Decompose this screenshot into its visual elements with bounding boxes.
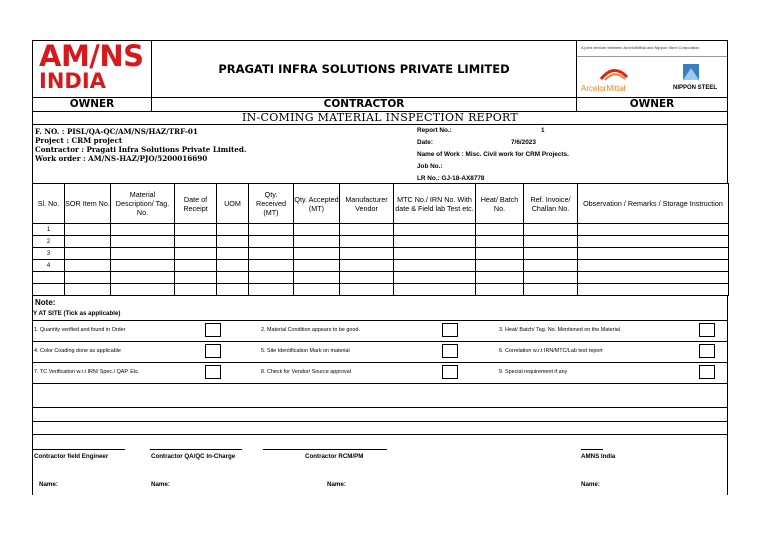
signature-line-2	[150, 449, 242, 450]
col-qty-received: Qty. Received (MT)	[249, 184, 294, 224]
table-cell[interactable]	[175, 284, 217, 296]
partner-logos	[576, 41, 727, 97]
check-box-1[interactable]	[205, 323, 221, 337]
date-label: Date:	[417, 139, 433, 146]
table-cell[interactable]	[65, 248, 111, 260]
table-row	[33, 272, 729, 284]
material-table	[32, 183, 729, 296]
table-cell[interactable]	[249, 248, 294, 260]
table-cell[interactable]	[65, 272, 111, 284]
signature-label-field-engineer: Contractor field Engineer	[34, 453, 109, 460]
owner-left-label: OWNER	[33, 98, 152, 111]
table-cell[interactable]	[578, 248, 729, 260]
table-cell[interactable]	[294, 248, 340, 260]
arcelormittal-logo-icon	[599, 65, 629, 81]
table-cell[interactable]	[111, 260, 175, 272]
check-box-3[interactable]	[699, 323, 715, 337]
name-label-1: Name:	[39, 481, 58, 488]
table-cell[interactable]	[578, 224, 729, 236]
check-item-5: 5. Site Identification Mark on material	[261, 348, 350, 354]
table-cell[interactable]	[524, 284, 578, 296]
owner-right-label: OWNER	[576, 98, 727, 111]
table-cell[interactable]	[249, 224, 294, 236]
name-of-work: Name of Work : Misc. Civil work for CRM Projects.	[417, 151, 569, 158]
blank-row-3	[33, 421, 727, 434]
row-sl-no: 1	[33, 224, 65, 236]
table-cell[interactable]	[524, 260, 578, 272]
col-sor-item: SOR Item No.	[65, 184, 111, 224]
table-cell[interactable]	[111, 284, 175, 296]
table-cell[interactable]	[340, 260, 394, 272]
table-cell[interactable]	[476, 224, 524, 236]
table-cell[interactable]	[111, 236, 175, 248]
table-cell[interactable]	[578, 284, 729, 296]
table-cell[interactable]	[578, 260, 729, 272]
table-cell[interactable]	[394, 224, 476, 236]
job-number: Job No.:	[417, 163, 443, 170]
table-cell[interactable]	[476, 260, 524, 272]
table-cell[interactable]	[394, 236, 476, 248]
table-cell[interactable]	[340, 224, 394, 236]
check-box-4[interactable]	[205, 344, 221, 358]
table-cell[interactable]	[476, 236, 524, 248]
checklist-row-3	[33, 362, 727, 383]
name-label-4: Name:	[581, 481, 600, 488]
row-sl-no: 3	[33, 248, 65, 260]
table-cell[interactable]	[294, 236, 340, 248]
lower-section	[32, 296, 728, 495]
inspection-report-sheet	[32, 40, 728, 495]
col-manufacturer: Manufacturer Vendor	[340, 184, 394, 224]
table-cell[interactable]	[578, 236, 729, 248]
col-uom: UOM	[217, 184, 249, 224]
col-observation: Observation / Remarks / Storage Instruction	[578, 184, 729, 224]
table-cell[interactable]	[175, 224, 217, 236]
format-number: F. NO. : PISL/QA-QC/AM/NS/HAZ/TRF-01	[35, 127, 198, 136]
table-cell[interactable]	[111, 272, 175, 284]
table-cell[interactable]	[524, 224, 578, 236]
table-cell[interactable]	[249, 236, 294, 248]
name-label-3: Name:	[327, 481, 346, 488]
table-cell[interactable]	[394, 284, 476, 296]
arcelormittal-label: ArcelorMittal	[581, 84, 626, 93]
table-cell[interactable]	[249, 284, 294, 296]
table-cell[interactable]	[294, 284, 340, 296]
nippon-steel-logo-icon	[683, 64, 699, 80]
row-sl-no: 4	[33, 260, 65, 272]
table-cell[interactable]	[175, 260, 217, 272]
check-item-4: 4. Color Coading done as applicable	[34, 348, 121, 354]
col-material-description: Material Description/ Tag. No.	[111, 184, 175, 224]
col-heat-batch: Heat/ Batch No.	[476, 184, 524, 224]
report-no-value: 1	[541, 127, 545, 134]
date-value: 7/6/2023	[511, 139, 536, 146]
name-label-2: Name:	[151, 481, 170, 488]
table-cell[interactable]	[524, 236, 578, 248]
check-item-2: 2. Material Condition appears to be good.	[261, 327, 360, 333]
table-cell[interactable]	[294, 260, 340, 272]
table-cell[interactable]	[340, 236, 394, 248]
table-cell[interactable]	[249, 260, 294, 272]
check-item-8: 8. Check for Vendor/ Source approval	[261, 369, 351, 375]
signature-line-4	[581, 449, 603, 450]
col-invoice: Ref. Invoice/ Challan No.	[524, 184, 578, 224]
report-no-label: Report No.:	[417, 127, 452, 134]
lr-number: LR No.: GJ-18-AX8778	[417, 175, 485, 182]
check-item-9: 9. Special requirement if any	[499, 369, 568, 375]
contractor-name: Contractor : Pragati Infra Solutions Private Limited.	[35, 145, 247, 154]
blank-row-1	[33, 383, 727, 407]
signature-label-rcm-pm: Contractor RCM/PM	[305, 453, 364, 460]
check-box-7[interactable]	[205, 365, 221, 379]
table-cell[interactable]	[217, 272, 249, 284]
col-mtc-irn: MTC No./ IRN No. With date & Field lab Test etc.	[394, 184, 476, 224]
table-cell[interactable]	[294, 272, 340, 284]
table-row	[33, 236, 729, 248]
table-cell[interactable]	[394, 260, 476, 272]
blank-row-2	[33, 407, 727, 421]
check-box-8[interactable]	[442, 365, 458, 379]
checklist-row-1	[33, 320, 727, 341]
report-info	[32, 125, 728, 183]
col-date-of-receipt: Date of Receipt	[175, 184, 217, 224]
table-cell[interactable]	[524, 248, 578, 260]
party-row	[32, 98, 728, 112]
table-cell[interactable]	[65, 284, 111, 296]
row-sl-no	[33, 284, 65, 296]
amns-logo	[33, 41, 152, 97]
table-cell[interactable]	[65, 236, 111, 248]
check-item-7: 7. TC Verification w.r.t IRN/ Spec./ QAP. Etc.	[34, 369, 140, 375]
table-cell[interactable]	[476, 284, 524, 296]
table-row	[33, 224, 729, 236]
company-name: PRAGATI INFRA SOLUTIONS PRIVATE LIMITED	[218, 62, 510, 76]
check-box-2[interactable]	[442, 323, 458, 337]
table-cell[interactable]	[65, 224, 111, 236]
contractor-label: CONTRACTOR	[323, 98, 405, 110]
table-cell[interactable]	[578, 272, 729, 284]
table-cell[interactable]	[217, 260, 249, 272]
table-cell[interactable]	[111, 224, 175, 236]
checklist-row-2	[33, 341, 727, 362]
table-row	[33, 260, 729, 272]
table-cell[interactable]	[524, 272, 578, 284]
table-cell[interactable]	[394, 248, 476, 260]
check-box-5[interactable]	[442, 344, 458, 358]
partner-divider	[577, 56, 727, 57]
table-cell[interactable]	[476, 248, 524, 260]
signature-label-amns: AMNS India	[581, 453, 616, 460]
check-item-6: 6. Correlation w.r.t IRN/MTC/Lab test report	[499, 348, 603, 354]
check-box-6[interactable]	[699, 344, 715, 358]
table-cell[interactable]	[217, 284, 249, 296]
amns-logo-india: INDIA	[39, 69, 106, 93]
row-sl-no	[33, 272, 65, 284]
table-cell[interactable]	[476, 272, 524, 284]
col-sl-no: Sl. No.	[33, 184, 65, 224]
col-qty-accepted: Qty. Accepted (MT)	[294, 184, 340, 224]
work-order: Work order : AM/NS-HAZ/PJO/5200016690	[35, 154, 208, 163]
table-row	[33, 248, 729, 260]
table-cell[interactable]	[111, 248, 175, 260]
joint-venture-note: A joint venture between ArcelorMittal and Nippon Steel Corporation	[581, 45, 700, 50]
project-name: Project : CRM project	[35, 136, 123, 145]
row-sl-no: 2	[33, 236, 65, 248]
site-checklist-title: Y AT SITE (Tick as applicable)	[33, 310, 121, 317]
check-item-1: 1. Quantity verified and found in Order	[34, 327, 126, 333]
signature-line-3	[263, 449, 387, 450]
table-cell[interactable]	[175, 236, 217, 248]
table-cell[interactable]	[394, 272, 476, 284]
table-cell[interactable]	[249, 272, 294, 284]
table-cell[interactable]	[340, 284, 394, 296]
table-cell[interactable]	[175, 272, 217, 284]
signature-line-1	[33, 449, 125, 450]
table-cell[interactable]	[217, 224, 249, 236]
table-cell[interactable]	[217, 248, 249, 260]
report-title: IN-COMING MATERIAL INSPECTION REPORT	[32, 112, 728, 125]
nippon-steel-label: NIPPON STEEL	[673, 85, 718, 91]
table-row	[33, 284, 729, 296]
table-cell[interactable]	[175, 248, 217, 260]
table-cell[interactable]	[217, 236, 249, 248]
amns-logo-text: AM/NS	[39, 39, 144, 73]
report-header	[32, 40, 728, 98]
check-box-9[interactable]	[699, 365, 715, 379]
check-item-3: 3. Heat/ Batch/ Tag. No. Mentioned on the Material	[499, 327, 620, 333]
table-cell[interactable]	[294, 224, 340, 236]
table-cell[interactable]	[65, 260, 111, 272]
table-header-row	[33, 184, 729, 224]
table-cell[interactable]	[340, 272, 394, 284]
note-label: Note:	[35, 298, 56, 307]
table-cell[interactable]	[340, 248, 394, 260]
signature-section	[33, 434, 727, 495]
signature-label-qaqc: Contractor QA/QC In-Charge	[151, 453, 236, 460]
